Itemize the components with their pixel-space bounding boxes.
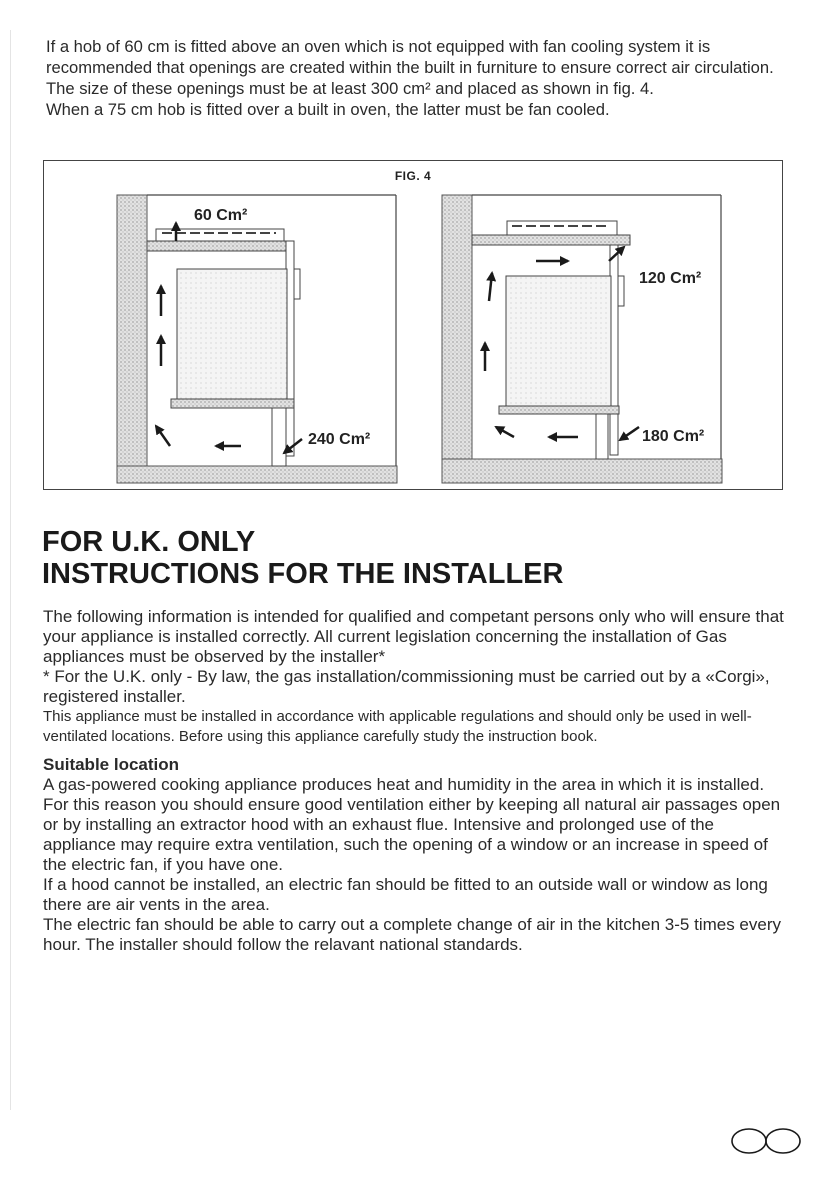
- right-bottom-opening-label: 180 Cm²: [642, 428, 705, 445]
- paragraph: A gas-powered cooking appliance produces heat and humidity in the area in which it is installed. For this reason you should ensure good ventilation either by keeping all natural air passages open or by installing an extractor hood with an exhaust flue. Intensive and prolonged use of the appliance may require extra ventilation, such the opening of a window or an increase in speed of the electric fan, if you have one.: [43, 775, 781, 874]
- subheading-suitable-location: Suitable location: [43, 755, 180, 774]
- right-wall: [442, 195, 472, 483]
- intro-line: The size of these openings must be at least 300 cm² and placed as shown in fig. 4.: [46, 79, 654, 98]
- heading-line-uk: FOR U.K. ONLY: [42, 526, 256, 558]
- paragraph: The electric fan should be able to carry out a complete change of air in the kitchen 3-5 times every hour. The installer should follow the relavant national standards.: [43, 915, 782, 954]
- intro-line: When a 75 cm hob is fitted over a built in oven, the latter must be fan cooled.: [46, 100, 610, 119]
- intro-text: [46, 36, 788, 120]
- left-floor: [117, 466, 397, 483]
- left-bottom-opening-label: 240 Cm²: [308, 431, 371, 448]
- right-cabinet-diagram: [442, 195, 722, 483]
- left-top-opening-label: 60 Cm²: [194, 207, 248, 224]
- figure-4: [43, 160, 783, 490]
- left-worktop: [147, 241, 292, 251]
- right-hob: [507, 221, 617, 235]
- left-wall: [117, 195, 147, 483]
- right-floor: [442, 459, 722, 483]
- paragraph: The following information is intended for qualified and competant persons only who will ensure that your appliance is installed correctly. All current legislation concerning the installation of Gas appliances must be observed by the installer*: [43, 607, 784, 666]
- heading-line-installer: INSTRUCTIONS FOR THE INSTALLER: [42, 558, 564, 590]
- paragraph: If a hood cannot be installed, an electric fan should be fitted to an outside wall or window as long there are air vents in the area.: [43, 875, 768, 914]
- paragraph: This appliance must be installed in accordance with applicable regulations and should only be used in well-ventilated locations. Before using this appliance carefully study the instruction book.: [43, 708, 752, 745]
- page-margin-line: [10, 30, 11, 1110]
- ventilation-diagrams: [44, 161, 782, 489]
- right-worktop: [472, 235, 630, 245]
- right-top-opening-label: 120 Cm²: [639, 270, 702, 287]
- installer-instructions: [43, 607, 785, 955]
- left-oven: [177, 269, 287, 399]
- left-cabinet-diagram: [117, 195, 397, 483]
- section-heading: [42, 526, 802, 590]
- paragraph: * For the U.K. only - By law, the gas installation/commissioning must be carried out by a «Corgi», registered installer.: [43, 667, 770, 706]
- language-marker-icon: [730, 1127, 802, 1155]
- right-oven: [506, 276, 611, 406]
- figure-label: FIG. 4: [394, 169, 432, 183]
- intro-line: If a hob of 60 cm is fitted above an oven which is not equipped with fan cooling system it is recommended that openings are created within the built in furniture to ensure correct air circulation.: [46, 37, 774, 77]
